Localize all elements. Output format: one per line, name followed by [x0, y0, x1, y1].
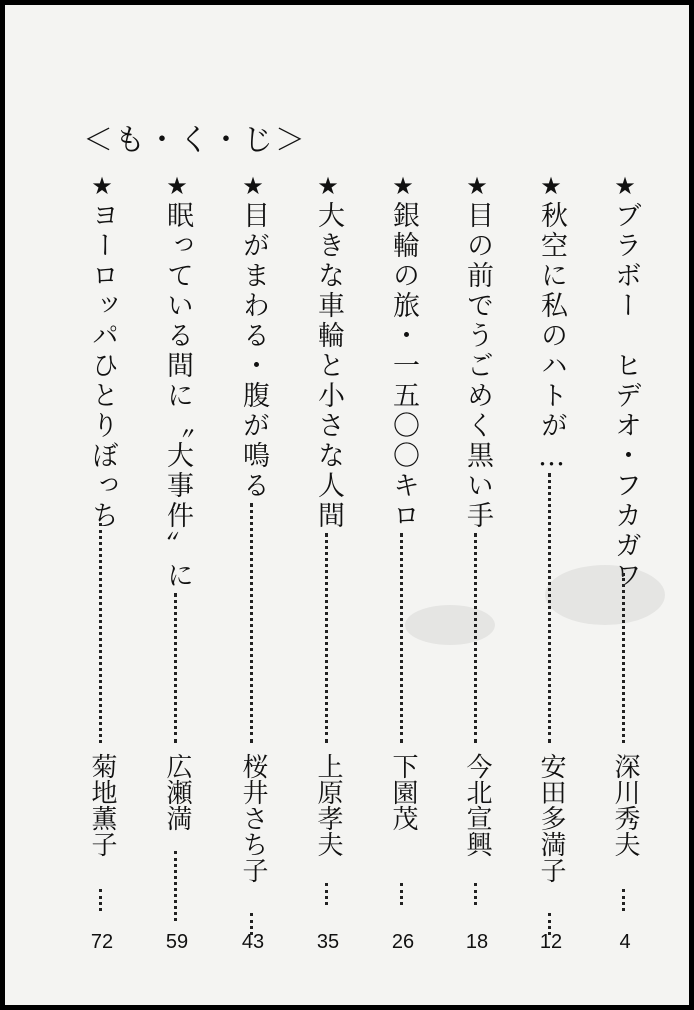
dot-leader	[622, 889, 625, 911]
dot-leader	[474, 533, 477, 743]
toc-entry	[531, 173, 571, 973]
entry-author: 下園茂	[388, 753, 418, 831]
star-icon: ★	[166, 172, 188, 200]
entry-author: 上原孝夫	[313, 753, 343, 857]
dot-leader	[622, 573, 625, 743]
toc-heading: ＜も・く・じ＞	[83, 123, 307, 158]
entry-page-number: 59	[165, 931, 189, 953]
entry-title: 目の前でうごめく黒い手	[462, 201, 493, 531]
dot-leader	[325, 883, 328, 905]
entry-title: ヨーロッパひとりぼっち	[87, 201, 118, 531]
entry-title: ブラボー ヒデオ・フカガワ	[610, 201, 641, 591]
entry-page-number: 12	[539, 931, 563, 953]
dot-leader	[548, 473, 551, 743]
entry-author: 広瀬満	[162, 753, 192, 831]
star-icon: ★	[91, 172, 113, 200]
entry-author: 安田多満子	[536, 753, 566, 883]
entry-author: 今北宣興	[462, 753, 492, 857]
star-icon: ★	[614, 172, 636, 200]
star-icon: ★	[392, 172, 414, 200]
entry-page-number: 35	[316, 931, 340, 953]
dot-leader	[325, 533, 328, 743]
toc-entry	[233, 173, 273, 973]
star-icon: ★	[540, 172, 562, 200]
star-icon: ★	[466, 172, 488, 200]
star-icon: ★	[317, 172, 339, 200]
toc-entry	[457, 173, 497, 973]
toc-entry	[157, 173, 197, 973]
entry-page-number: 26	[391, 931, 415, 953]
entry-title: 眠っている間に〝大事件〟に	[162, 201, 193, 591]
dot-leader	[99, 889, 102, 911]
entry-page-number: 4	[619, 931, 631, 953]
toc-entry	[82, 173, 122, 973]
toc-entry	[605, 173, 645, 973]
dot-leader	[250, 503, 253, 743]
entry-title: 秋空に私のハトが…	[536, 201, 567, 475]
entry-page-number: 18	[465, 931, 489, 953]
dot-leader	[174, 593, 177, 743]
entry-page-number: 72	[90, 931, 114, 953]
dot-leader	[174, 851, 177, 921]
entry-title: 銀輪の旅・一五〇〇キロ	[388, 201, 419, 531]
dot-leader	[99, 523, 102, 743]
dot-leader	[474, 883, 477, 905]
toc-entry	[383, 173, 423, 973]
entry-author: 深川秀夫	[610, 753, 640, 857]
dot-leader	[400, 883, 403, 905]
dot-leader	[400, 533, 403, 743]
entry-author: 菊地薫子	[87, 753, 117, 857]
entry-page-number: 43	[241, 931, 265, 953]
entry-title: 大きな車輪と小さな人間	[313, 201, 344, 531]
entry-title: 目がまわる・腹が鳴る	[238, 201, 269, 501]
entry-author: 桜井さち子	[238, 753, 268, 883]
toc-entry	[308, 173, 348, 973]
star-icon: ★	[242, 172, 264, 200]
